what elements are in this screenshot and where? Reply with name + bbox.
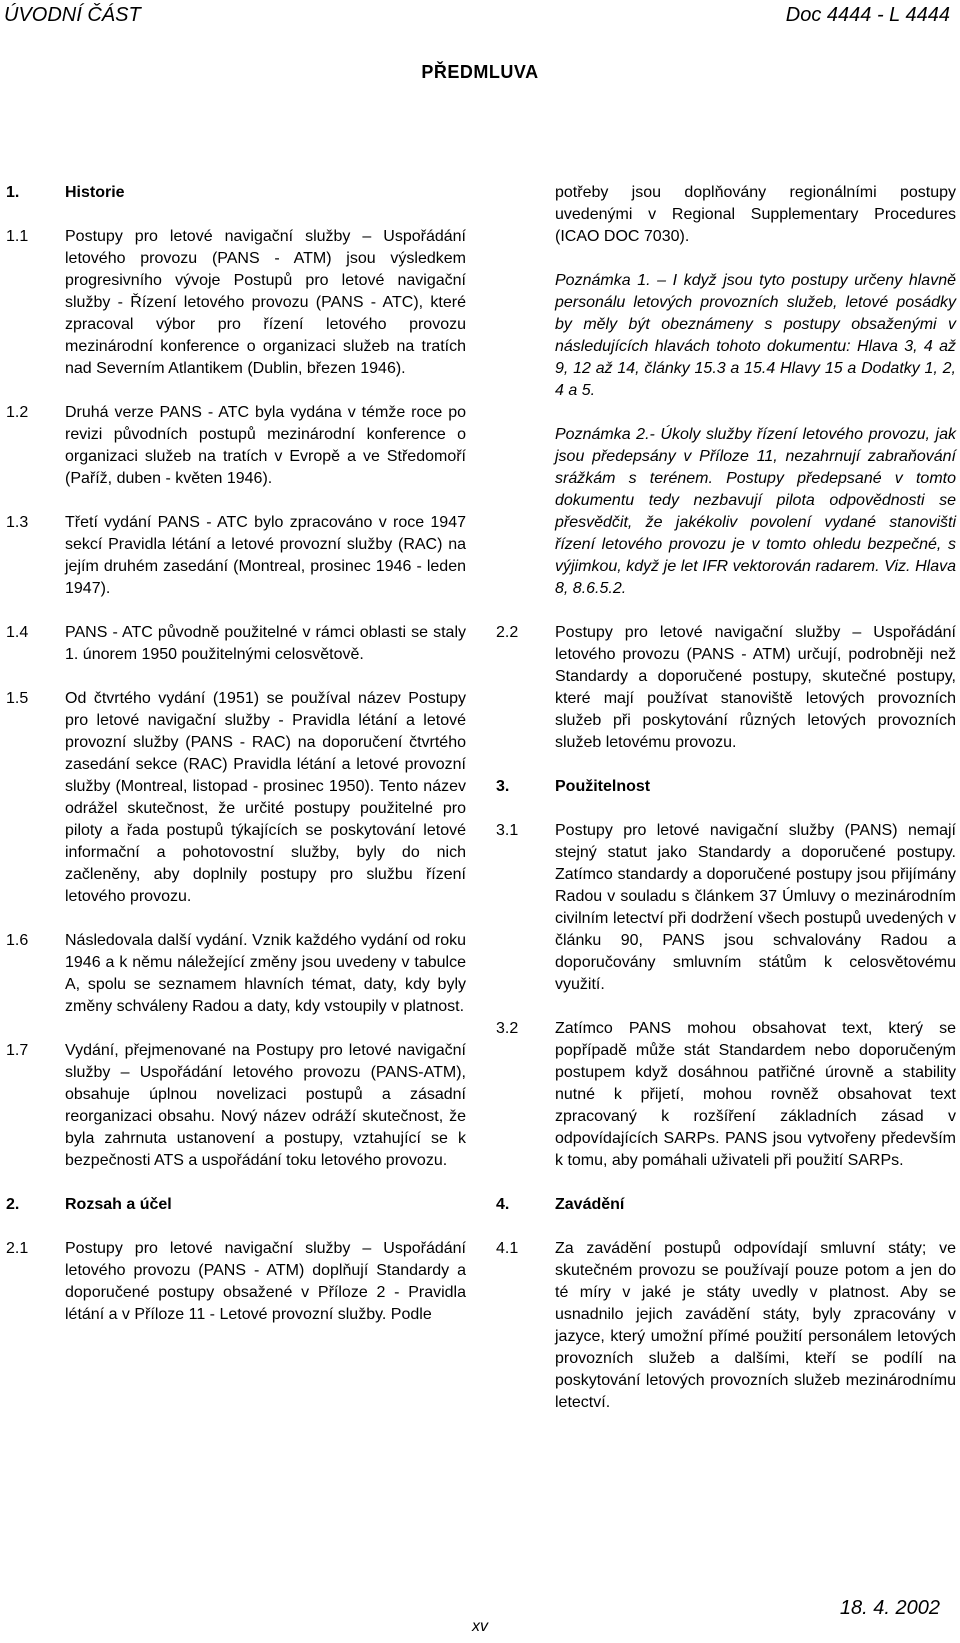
paragraph-number: 1.4 (6, 624, 29, 641)
paragraph-number: 1.6 (6, 932, 29, 949)
numbered-paragraph (6, 688, 466, 908)
section-heading (6, 1194, 466, 1216)
section-title: Použitelnost (555, 778, 651, 795)
section-heading (6, 182, 466, 204)
section-heading (496, 1194, 956, 1216)
section-number: 4. (496, 1196, 510, 1213)
page-number: xv (472, 1618, 488, 1635)
section-heading (496, 776, 956, 798)
header-doc-part: ÚVODNÍ ČÁST (4, 4, 141, 26)
page-title: PŘEDMLUVA (421, 62, 539, 82)
paragraph-number: 2.2 (496, 624, 519, 641)
paragraph-text: Následovala další vydání. Vznik každého vydání od roku 1946 a k němu náležející změny jsou uvedeny v tabulce A, spolu se seznamem hlavních témat, daty, kdy byly změny schváleny Radou a daty, kdy vstoupily v platnost. (65, 932, 466, 1015)
paragraph-number: 2.1 (6, 1240, 29, 1257)
paragraph-text: Třetí vydání PANS - ATC bylo zpracováno v roce 1947 sekcí Pravidla létání a letové provozní služby (RAC) na jejím druhém zasedání (Montreal, prosinec 1946 - leden 1947). (65, 514, 466, 597)
section-title: Zavádění (555, 1196, 625, 1213)
numbered-paragraph (496, 1018, 956, 1172)
numbered-paragraph (496, 622, 956, 754)
paragraph-text: Postupy pro letové navigační služby – Uspořádání letového provozu (PANS - ATM) určují, podrobněji než Standardy a doporučené postupy, skutečné postupy, které mají používat stanoviště letových provozních služeb při poskytování různých letových provozních služeb letovému provozu. (555, 624, 956, 751)
paragraph-text: Druhá verze PANS - ATC byla vydána v témže roce po revizi původních postupů mezinárodní konference o organizaci služeb na tratích v Evropě a ve Středomoří (Paříž, duben - květen 1946). (65, 404, 466, 487)
numbered-paragraph (6, 402, 466, 490)
paragraph-number: 1.7 (6, 1042, 29, 1059)
paragraph-number: 1.3 (6, 514, 29, 531)
paragraph-number: 1.5 (6, 690, 29, 707)
section-title: Rozsah a účel (65, 1196, 172, 1213)
paragraph-text: Za zavádění postupů odpovídají smluvní státy; ve skutečném provozu se používají pouze potom a jen do té míry v jaké je státy uvedly v platnost. Aby se usnadnilo jejich zavádění státy, byly zpracovány v jazyce, který umožní přímé použití personálem letových provozních služeb a dalšími, kteří se podílí na poskytování letových provozních služeb mezinárodnímu letectví. (555, 1240, 956, 1411)
footer-date: 18. 4. 2002 (839, 1597, 940, 1619)
numbered-paragraph (6, 930, 466, 1018)
paragraph-number: 1.2 (6, 404, 29, 421)
section-number: 1. (6, 184, 20, 201)
numbered-paragraph (496, 820, 956, 996)
numbered-paragraph (6, 622, 466, 666)
paragraph-text: Vydání, přejmenované na Postupy pro letové navigační služby – Uspořádání letového provozu (PANS-ATM), obsahuje úplnou novelizaci postupů a zásadní reorganizaci obsahu. Nový název odráží skutečnost, že byla zahrnuta ustanovení a postupy, vztahující se k bezpečnosti ATS a uspořádání toku letového provozu. (65, 1042, 466, 1169)
paragraph-number: 3.1 (496, 822, 519, 839)
paragraph-text: PANS - ATC původně použitelné v rámci oblasti se staly 1. únorem 1950 použitelnými celosvětově. (65, 624, 466, 663)
numbered-paragraph (6, 226, 466, 380)
left-column (6, 182, 466, 1348)
paragraph-number: 3.2 (496, 1020, 519, 1037)
numbered-paragraph (6, 1238, 466, 1326)
header-doc-number: Doc 4444 - L 4444 (785, 4, 950, 26)
numbered-paragraph (6, 1040, 466, 1172)
section-title: Historie (65, 184, 125, 201)
section-number: 3. (496, 778, 510, 795)
note-paragraph: Poznámka 2.- Úkoly služby řízení letového provozu, jak jsou předepsány v Příloze 11, nezahrnují zabraňování srážkám s terénem. Postupy předepsané v tomto dokumentu tedy nezbavují pilota odpovědnosti se přesvědčit, že jakékoliv povolení vydané stanovišti řízení letového provozu je v tomto ohledu bezpečné, s výjimkou, když je let IFR vektorován radarem. Viz. Hlava 8, 8.6.5.2. (555, 426, 956, 597)
note-paragraph: Poznámka 1. – I když jsou tyto postupy určeny hlavně personálu letových provozních služeb, letové posádky by měly být obeznámeny s postupy obsaženými v následujících hlavách tohoto dokumentu: Hlava 3, 4 až 9, 12 až 14, články 15.3 a 15.4 Hlavy 15 a Dodatky 1, 2, 4 a 5. (555, 272, 956, 399)
paragraph-text: Postupy pro letové navigační služby (PANS) nemají stejný statut jako Standardy a doporučené postupy. Zatímco standardy a doporučené postupy jsou přijímány Radou v souladu s článkem 37 Úmluvy o mezinárodním civilním letectví při dodržení všech postupů uvedených v článku 90, PANS jsou schvalovány Radou a doporučovány smluvním státům k celosvětovému využití. (555, 822, 956, 993)
paragraph-text: Postupy pro letové navigační služby – Uspořádání letového provozu (PANS - ATM) jsou výsledkem progresivního vývoje Postupů pro letové navigační služby - Řízení letového provozu (PANS - ATC), které zpracoval výbor pro řízení letového provozu mezinárodní konference o organizaci služeb na tratích nad Severním Atlantikem (Dublin, březen 1946). (65, 228, 466, 377)
right-column (496, 182, 956, 1436)
paragraph-text: Postupy pro letové navigační služby – Uspořádání letového provozu (PANS - ATM) doplňují Standardy a doporučené postupy obsažené v Příloze 2 - Pravidla létání a v Příloze 11 - Letové provozní služby. Podle (65, 1240, 466, 1323)
numbered-paragraph (496, 1238, 956, 1414)
paragraph-text: Od čtvrtého vydání (1951) se používal název Postupy pro letové navigační služby - Pravidla létání a letové provozní služby (PANS - RAC) na doporučení čtvrtého zasedání sekce (RAC) Pravidla létání a letové provozní služby (Montreal, listopad - prosinec 1950). Tento název odrážel skutečnost, že určité postupy použitelné pro piloty a řada postupů týkajících se poskytování letové informační a pohotovostní služby, byly do nich začleněny, aby doplnily postupy pro službu řízení letového provozu. (65, 690, 466, 905)
paragraph-number: 4.1 (496, 1240, 519, 1257)
continuation-paragraph: potřeby jsou doplňovány regionálními postupy uvedenými v Regional Supplementary Procedures (ICAO DOC 7030). (555, 184, 956, 245)
paragraph-number: 1.1 (6, 228, 29, 245)
numbered-paragraph (6, 512, 466, 600)
section-number: 2. (6, 1196, 20, 1213)
paragraph-text: Zatímco PANS mohou obsahovat text, který se popřípadě může stát Standardem nebo doporučeným postupem když dosáhnou patřičné úrovně a stability nutné k přijetí, mohou rovněž obsahovat text zpracovaný k rozšíření základních zásad v odpovídajících SARPs. PANS jsou vytvořeny především k tomu, aby pomáhali uživateli při použití SARPs. (555, 1020, 956, 1169)
